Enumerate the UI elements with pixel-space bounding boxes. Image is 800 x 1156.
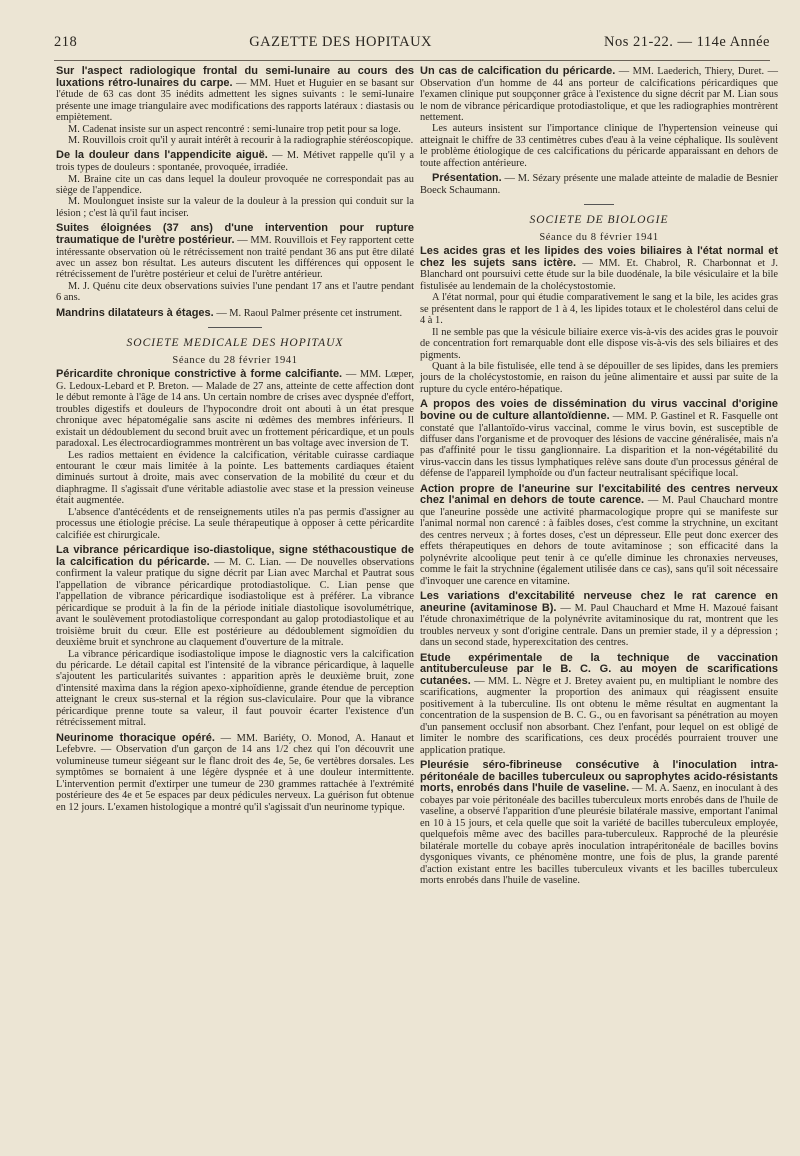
article-body: — MM. L. Nègre et J. Bretey avaient pu, en multipliant le nombre des scarifications, augmenter la proportion des animaux qui réagissent ensuite positivement à la tuberculine. Ils ont obtenu le même résultat en augmentant la concentration de la suspension de B. C. G., ou en favorisant sa pénétration au moyen d'un pansement occlusif non absorbant. Chez l'enfant, pour lequel on est obligé de limiter le nombre des scarifications, ces deux procédés pourraient trouver une application pratique.: [420, 675, 778, 756]
article-title: Sur l'aspect radiologique frontal du semi-lunaire au cours des luxations rétro-lunaires du carpe.: [56, 65, 414, 89]
section-divider: [584, 204, 614, 205]
section-header: [420, 215, 778, 243]
article: [420, 653, 778, 757]
article-paragraph: M. J. Quénu cite deux observations suivies l'une pendant 17 ans et l'autre pendant 6 ans.: [56, 280, 414, 304]
article-paragraph: M. Cadenat insiste sur un aspect rencontré : semi-lunaire trop petit pour sa loge.: [68, 123, 401, 135]
article-body: — MM. Et. Chabrol, R. Charbonnat et J. Blanchard ont poursuivi cette étude sur la bile duodénale, la bile vésiculaire et la bile fistulisée au lendemain de la cholécystostomie.: [420, 257, 778, 292]
page-header: [54, 34, 770, 56]
article-paragraph: A l'état normal, pour qui étudie comparativement le sang et la bile, les acides gras se présentent dans le rapport de 1 à 4, les lipides totaux et le cholestérol dans celui de 4 à 1.: [420, 292, 778, 327]
article: [420, 246, 778, 395]
article-title: Pleurésie séro-fibrineuse consécutive à l'inoculation intra-péritonéale de bacilles tuberculeux ou saprophytes acido-résistants morts, enrobés dans l'huile de vaseline.: [420, 759, 778, 795]
section-title: SOCIETE MEDICALE DES HOPITAUX: [126, 337, 344, 350]
right-column: [420, 66, 778, 891]
article-title: De la douleur dans l'appendicite aiguë.: [56, 149, 268, 162]
article-body: — MM. Rouvillois et Fey rapportent cette intéressante observation où le rétrécissement non traité pendant 36 ans put être dilaté avec un assez bon résultat. Les auteurs discutent les différences qui opposent le rétrécissement de l'urètre postérieur et celui de l'urètre antérieur.: [56, 234, 414, 281]
article-title: A propos des voies de dissémination du virus vaccinal d'origine bovine ou de culture allantoïdienne.: [420, 398, 778, 422]
issue-info: Nos 21-22. — 114e Année: [603, 34, 770, 50]
article-body: — M. A. Saenz, en inoculant à des cobayes par voie péritonéale des bacilles tuberculeux morts enrobés dans de l'huile de vaseline, a observé l'apparition d'une pleurésie bilatérale massive, emportant l'animal en 10 à 15 jours, et cela quelle que soit la variété de bacilles tuberculeux employée, quelquefois même avec des bacilles para-tuberculeux. Rapproché de la pleurésie bilatérale mortelle du cobaye après inoculation intrapéritonéale de bacilles bovins dysgoniques vivants, ce phénomène montre, une fois de plus, la grande parenté d'action existant entre les bacilles tuberculeux vivants et les bacilles tuberculeux morts enrobés dans l'huile de vaseline.: [420, 783, 778, 887]
article-title: Péricardite chronique constrictive à forme calcifiante.: [56, 368, 343, 381]
article: [420, 66, 778, 169]
article: [420, 591, 778, 649]
article-paragraph: La vibrance péricardique isodiastolique impose le diagnostic vers la calcification du péricarde. Le détail capital est l'intensité de la vibrance péricardique, à laquelle s'ajoutent les particularités suivantes : apparition après le deuxième bruit, zone d'intensité maxima dans la région apexo-xiphoïdienne, grande étendue de perception atteignant le creux sus-sternal et la région sus-claviculaire. Pour que la vibrance péricardique prenne toute sa valeur, il faut pouvoir écarter l'existence d'un rétrécissement mitral.: [56, 648, 414, 729]
article-body: — MM. Laederich, Thiery, Duret. — Observation d'un homme de 44 ans porteur de calcifications péricardiques que l'examen clinique put soupçonner grâce à l'existence du signe décrit par M. Lian sous le nom de vibrance péricardique protodiastolique, et que les radiographies montrèrent nettement.: [420, 66, 778, 123]
section-date: Séance du 8 février 1941: [539, 231, 659, 243]
left-column: [56, 66, 414, 817]
article: [56, 223, 414, 303]
article-body: — MM. Huet et Huguier en se basant sur l'étude de 63 cas dont 35 inédits admettent les signes suivants : le semi-lunaire présente une image triangulaire avec modifications des rapports latéraux : diastasis ou empiètement.: [56, 77, 415, 124]
article-body: — M. Paul Chauchard montre que l'aneurine possède une activité pharmacologique propre qui se manifeste sur l'animal normal non carencé : à faibles doses, c'est comme la strychnine, un excitant des centres nerveux ; à fortes doses, c'est un dépresseur. Elle peut donc exercer des effets thérapeutiques en dehors de toute avitaminose ; son efficacité dans la polynévrite alcoolique peut tenir à ce qu'elle diminue les chronaxies nerveuses, comme le fait la strychnine (également utilisée dans ce cas), sans qu'il soit nécessaire d'invoquer une carence en vitamine.: [420, 495, 778, 587]
page-number: 218: [54, 34, 78, 50]
section-date: Séance du 28 février 1941: [172, 354, 298, 366]
article-body: — M. Raoul Palmer présente cet instrument.: [213, 307, 403, 319]
article-body: — M. Métivet rappelle qu'il y a trois types de douleurs : spontanée, provoquée, irradiée.: [56, 150, 414, 174]
article-title: Neurinome thoracique opéré.: [56, 731, 215, 744]
article-paragraph: Il ne semble pas que la vésicule biliaire exerce vis-à-vis des acides gras le pouvoir de concentration fort remarquable dont elle dispose vis-à-vis des sels biliaires et des pigments.: [420, 326, 778, 361]
article-title: Action propre de l'aneurine sur l'excitabilité des centres nerveux chez l'animal en dehors de toute carence.: [420, 482, 778, 507]
article: [56, 308, 414, 320]
article: [56, 545, 414, 729]
article-body: — MM. P. Gastinel et R. Fasquelle ont constaté que l'allantoïdo-virus vaccinal, comme le virus bovin, est susceptible de diffuser dans l'organisme et de provoquer des lésions de vaccine généralisée, mais n'a pas d'affinité pour le tissu ganglionnaire. La disparition et la non-végétabilité du virus-vaccin dans les tissus lymphatiques relève sans doute d'un processus général de défense de l'appareil lymphoïde ou d'un facteur neutralisant spécifique local.: [420, 410, 778, 480]
header-divider: [54, 60, 770, 61]
article-body: — MM. Bariéty, O. Monod, A. Hanaut et Lefebvre. — Observation d'un garçon de 14 ans 1/2 chez qui l'on découvrit une volumineuse tumeur siégeant sur le flanc droit des 4e, 5e, 6e vertèbres dorsales. Les symptômes se bornaient à une légère dyspnée et à une douleur intermittente. L'intervention permit d'extirper une tumeur de 230 grammes rattachée à l'extrémité postérieure des 4e et 5e espaces par deux pédicules nerveux. La guérison fut obtenue en 12 jours. L'examen histologique a montré qu'il s'agissait d'un neurinome typique.: [56, 732, 414, 813]
article-paragraph: M. Rouvillois croit qu'il y aurait intérêt à recourir à la radiographie stéréoscopique.: [68, 135, 414, 146]
article-paragraph: M. Moulonguet insiste sur la valeur de la douleur à la pression qui conduit sur la lésion ; c'est là qu'il faut inciser.: [56, 196, 414, 219]
article: [420, 399, 778, 479]
article-paragraph: M. Braine cite un cas dans lequel la douleur provoquée ne correspondait pas au siège de l'appendice.: [56, 173, 414, 196]
article-paragraph: Quant à la bile fistulisée, elle tend à se dépouiller de ses lipides, dans les premiers jours de la cholécystostomie, en raison du jeûne alimentaire et aussi par suite de la rupture du cycle entéro-hépatique.: [420, 360, 778, 395]
article-title: Suites éloignées (37 ans) d'une intervention pour rupture traumatique de l'urètre postérieur.: [56, 222, 414, 246]
section-header: [56, 338, 414, 366]
article-paragraph: Les auteurs insistent sur l'importance clinique de l'hypertension veineuse qui atteignait le chiffre de 33 centimètres cubes d'eau à la veine céphalique. Ils soulèvent le problème étiologique de ces calcifications du péricarde apparaissant en dehors de toute affection antérieure.: [420, 123, 778, 169]
article: [420, 760, 778, 886]
section-divider: [208, 327, 262, 328]
section-title: SOCIETE DE BIOLOGIE: [529, 214, 669, 227]
article-title: Etude expérimentale de la technique de vaccination antituberculeuse par le B. C. G. au moyen de scarifications cutanées.: [420, 651, 778, 687]
article: [56, 733, 414, 813]
article: [420, 484, 778, 587]
article: [420, 173, 778, 196]
article: [56, 369, 414, 541]
article-body: — M. Paul Chauchard et Mme H. Mazoué faisant l'étude chronaximétrique de la polynévrite avitaminosique du rat, montrent que les troubles nerveux y sont d'origine centrale. Dans un premier stade, il y a dépression ; dans un second stade, hyperexcitation des centres.: [420, 602, 779, 649]
article-body: — M. Sézary présente une malade atteinte de maladie de Besnier Boeck Schaumann.: [420, 173, 778, 196]
article: [56, 66, 414, 146]
article: [56, 150, 414, 219]
article-title: Mandrins dilatateurs à étages.: [56, 306, 214, 319]
article-title: Les acides gras et les lipides des voies biliaires à l'état normal et chez les sujets sans ictère.: [420, 245, 778, 269]
article-title: La vibrance péricardique iso-diastolique, signe stéthacoustique de la calcification du péricarde.: [56, 544, 414, 568]
article-title: Les variations d'excitabilité nerveuse chez le rat carence en aneurine (avitaminose B).: [420, 590, 778, 614]
article-paragraph: L'absence d'antécédents et de renseignements utiles n'a pas permis d'assigner au processus une étiologie précise. La seule thérapeutique à opposer à cette péricardite calcifiée est chirurgicale.: [56, 506, 414, 541]
journal-title: GAZETTE DES HOPITAUX: [249, 34, 433, 50]
article-title: Un cas de calcification du péricarde.: [420, 65, 616, 77]
article-title: Présentation.: [432, 172, 502, 185]
article-body: — M. C. Lian. — De nouvelles observations confirment la valeur pratique du signe décrit par Lian avec Marchal et Pautrat sous l'appellation de vibrance péricardique protodiastolique. C. Lian pense que l'appellation de vibrance péricardique isodiastolique est à préférer. La vibrance péricardique se produit à la fin de la période initiale diastolique isovolumétrique, avant le soulèvement protodiastolique correspondant au galop protodiastolique et au troisième bruit du cœur. Elle est postérieure au dédoublement sigmoïdien du deuxième bruit et synchrone au claquement d'ouverture de la mitrale.: [56, 556, 414, 649]
article-paragraph: Les radios mettaient en évidence la calcification, véritable cuirasse cardiaque entourant le cœur mais limitée à la pointe. Les battements cardiaques étaient diminués surtout à droite, mais avec conservation de la mobilité du cœur et du diaphragme. Il s'agissait d'une véritable adiastolie avec stase et la pression veineuse était augmentée.: [56, 449, 414, 507]
article-body: — MM. Lœper, G. Ledoux-Lebard et P. Breton. — Malade de 27 ans, atteinte de cette affection dont le début remonte à l'âge de 14 ans. Un certain nombre de crises avec dyspnée d'effort, troubles digestifs et douleurs de l'hypocondre droit ont abouti à un état presque chronique avec hépatomégalie sans ascite ni œdèmes des membres inférieurs. Il existait un dédoublement du second bruit avec un frottement péricardique, et un pouls paradoxal. Les électrocardiogrammes montrèrent un bas voltage avec inversion de T.: [56, 369, 414, 450]
